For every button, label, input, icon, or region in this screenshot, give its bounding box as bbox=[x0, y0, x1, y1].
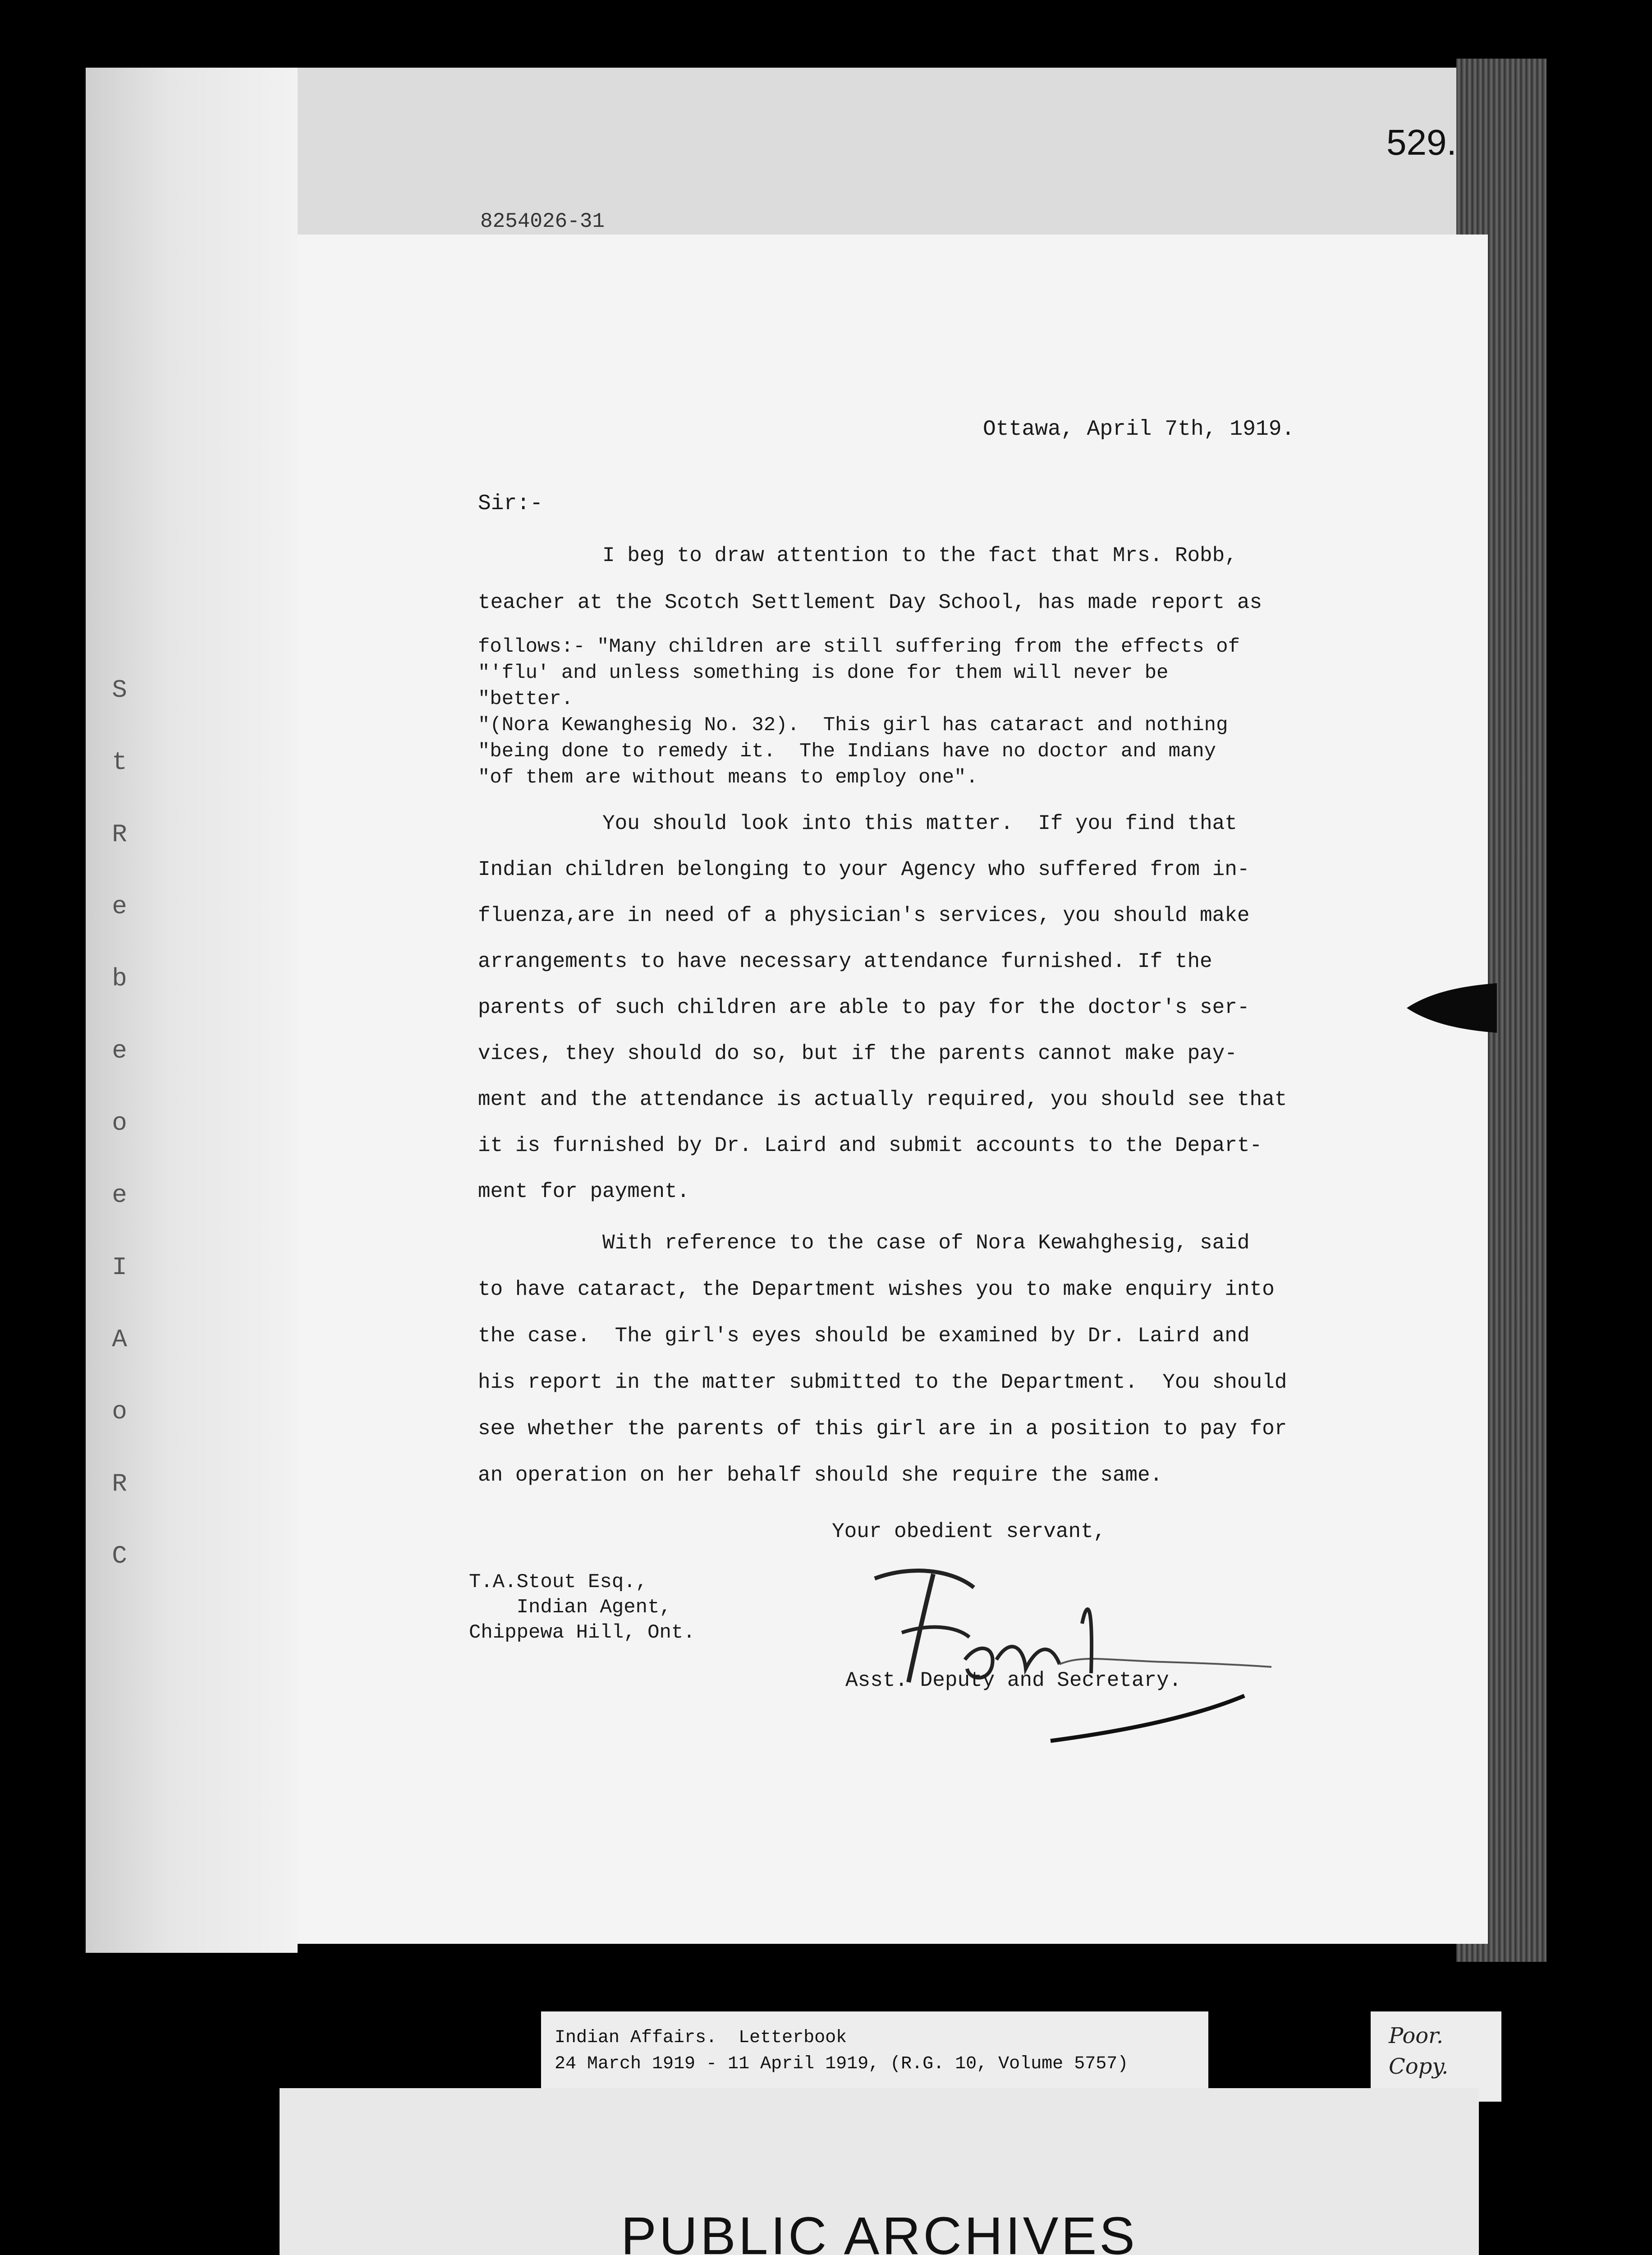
left-margin-mark: o bbox=[112, 1109, 127, 1137]
poor-copy-note: Poor. Copy. bbox=[1371, 2011, 1501, 2102]
left-margin-mark: I bbox=[112, 1253, 127, 1282]
letter-paragraph-1: I beg to draw attention to the fact that Mrs. Robb, teacher at the Scotch Settlement Day School, has made report as bbox=[478, 544, 1262, 614]
left-margin-mark: e bbox=[112, 1036, 127, 1065]
left-margin-mark: C bbox=[112, 1542, 127, 1570]
letter-dateline: Ottawa, April 7th, 1919. bbox=[983, 417, 1295, 442]
pointer-shadow bbox=[1407, 983, 1497, 1033]
left-margin-mark: R bbox=[112, 820, 127, 849]
left-page-margin-marks bbox=[97, 654, 142, 1570]
archive-card bbox=[280, 2088, 1479, 2255]
recipient-address: T.A.Stout Esq., Indian Agent, Chippewa Hill, Ont. bbox=[469, 1571, 695, 1644]
left-margin-mark: A bbox=[112, 1325, 127, 1354]
left-margin-mark: o bbox=[112, 1397, 127, 1426]
letter-paragraph-2: You should look into this matter. If you find that Indian children belonging to your Agency who suffered from in- fluenza,are in need of a physician's services, you should make arrangements to have necessary attendance furnished. If the parents of such children are able to pay for the doctor's ser- vices, they should do so, but if the parents cannot make pay- ment and the attendance is actually required, you should see that it is furnished by Dr. Laird and submit accounts to the Depart- ment for payment. bbox=[478, 812, 1287, 1203]
handwritten-signature bbox=[848, 1547, 1299, 1745]
page-number: 529. bbox=[1386, 122, 1457, 162]
letter-closing: Your obedient servant, bbox=[832, 1520, 1106, 1543]
letter-paragraph-3: With reference to the case of Nora Kewahghesig, said to have cataract, the Department wishes you to make enquiry into the case. The girl's eyes should be examined by Dr. Laird and his report in the matter submitted to the Department. You should see whether the parents of this girl are in a position to pay for an operation on her behalf should she require the same. bbox=[478, 1231, 1287, 1487]
letter-salutation: Sir:- bbox=[478, 492, 543, 516]
left-margin-mark: e bbox=[112, 892, 127, 921]
signature-title: Asst. Deputy and Secretary. bbox=[845, 1669, 1182, 1692]
left-margin-mark: R bbox=[112, 1469, 127, 1498]
left-margin-mark: b bbox=[112, 964, 127, 993]
left-margin-mark: S bbox=[112, 676, 127, 704]
source-label: Indian Affairs. Letterbook 24 March 1919 - 11 April 1919, (R.G. 10, Volume 5757) bbox=[541, 2011, 1208, 2102]
file-number: 8254026-31 bbox=[480, 210, 605, 233]
left-margin-mark: t bbox=[112, 748, 127, 777]
archive-card-line-1: PUBLIC ARCHIVES bbox=[621, 2206, 1138, 2255]
letter-quoted-report: follows:- "Many children are still suffering from the effects of "'flu' and unless something is done for them will never be "better. "(Nora Kewanghesig No. 32). This girl has cataract and nothing "being done to remedy it. The Indians have no doctor and many "of them are without means to employ one". bbox=[478, 635, 1240, 789]
left-margin-mark: e bbox=[112, 1181, 127, 1210]
